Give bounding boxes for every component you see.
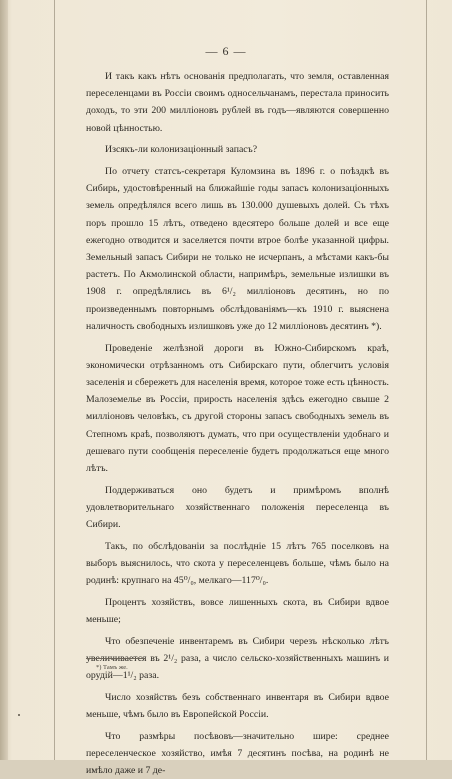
paragraph: Поддерживаться оно будетъ и примѣромъ вполнѣ удовлетворительнаго хозяйственнаго положенія переселенца въ Сибири. (86, 484, 389, 531)
paragraph: Такъ, по обслѣдованіи за послѣдніе 15 лѣтъ 765 поселковъ на выборъ выяснилось, что скота у переселенцевъ больше, чѣмъ было на родинѣ: крупнаго на 45⁰/₀, мелкаго—117⁰/₀. (86, 540, 389, 587)
footnote: *) Тамъ же. (96, 664, 128, 671)
body-text (86, 68, 389, 779)
paragraph: Проведеніе желѣзной дороги въ Южно-Сибирскомъ краѣ, экономически отрѣзанномъ отъ Сибирскаго пути, облегчитъ условія заселенія и сбережетъ для населенія время, которое тоже есть цѣнность. Малоземелье въ Россіи, прирость населенія здѣсь ежегодно свыше 2 милліоновъ человѣкъ, съ другой стороны запасъ свободныхъ земель въ Степномъ краѣ, позволяютъ думать, что при осуществленіи удобнаго и дешеваго пути сообщенія переселеніе будетъ продолжаться еще много лѣтъ. (86, 342, 389, 474)
footnote-rule (86, 658, 146, 659)
ink-speck (18, 714, 20, 716)
paragraph: Процентъ хозяйствъ, вовсе лишенныхъ скота, въ Сибири вдвое меньше; (86, 596, 389, 626)
paragraph: И такъ какъ нѣтъ основанія предполагать, что земля, оставленная переселенцами въ Россіи своимъ односельчанамъ, перестала приносить доходъ, то эти 200 милліоновъ рублей въ годъ—являются совершенно новой цѣнностью. (86, 71, 389, 134)
right-margin-rule (426, 0, 427, 760)
left-margin-rule (54, 0, 55, 760)
paragraph: Число хозяйствъ безъ собственнаго инвентаря въ Сибири вдвое меньше, чѣмъ было въ Европейской Россіи. (86, 691, 389, 721)
paragraph: Изсякъ-ли колонизаціонный запасъ? (105, 144, 258, 156)
paragraph: По отчету статсъ-секретаря Куломзина въ 1896 г. о поѣздкѣ въ Сибирь, удостовѣренный на ближайшіе годы запасъ колонизаціонныхъ земель опредѣлялся всего лишь въ 130.000 душевыхъ долей. Съ тѣхъ поръ прошло 15 лѣтъ, отведено вдесятеро больше долей и все еще ежегодно отводится и заселяется почти втрое болѣе указанной цифры. Земельный запасъ Сибири не только не исчерпанъ, а мѣстами какъ-бы растетъ. По Акмолинской области, напримѣръ, земельные излишки въ 1908 г. опредѣлялись въ 6¹/₂ милліоновъ десятинъ, но по произведеннымъ повторнымъ обслѣдованіямъ—къ 1910 г. выяснена наличность свободныхъ излишковъ уже до 12 милліоновъ десятинъ *). (86, 166, 389, 332)
paragraph: Что размѣры посѣвовъ—значительно шире: среднее переселенческое хозяйство, имѣя 7 десятинъ посѣва, на родинѣ не имѣло даже и 7 де- (86, 730, 389, 777)
page-number: — 6 — (205, 44, 247, 58)
page-edge (0, 0, 8, 760)
paragraph: Что обезпеченіе инвентаремъ въ Сибири черезъ нѣсколько лѣтъ увеличивается въ 2¹/₂ раза, а число сельско-хозяйственныхъ машинъ и орудій—1¹/₂ раза. (86, 635, 389, 682)
